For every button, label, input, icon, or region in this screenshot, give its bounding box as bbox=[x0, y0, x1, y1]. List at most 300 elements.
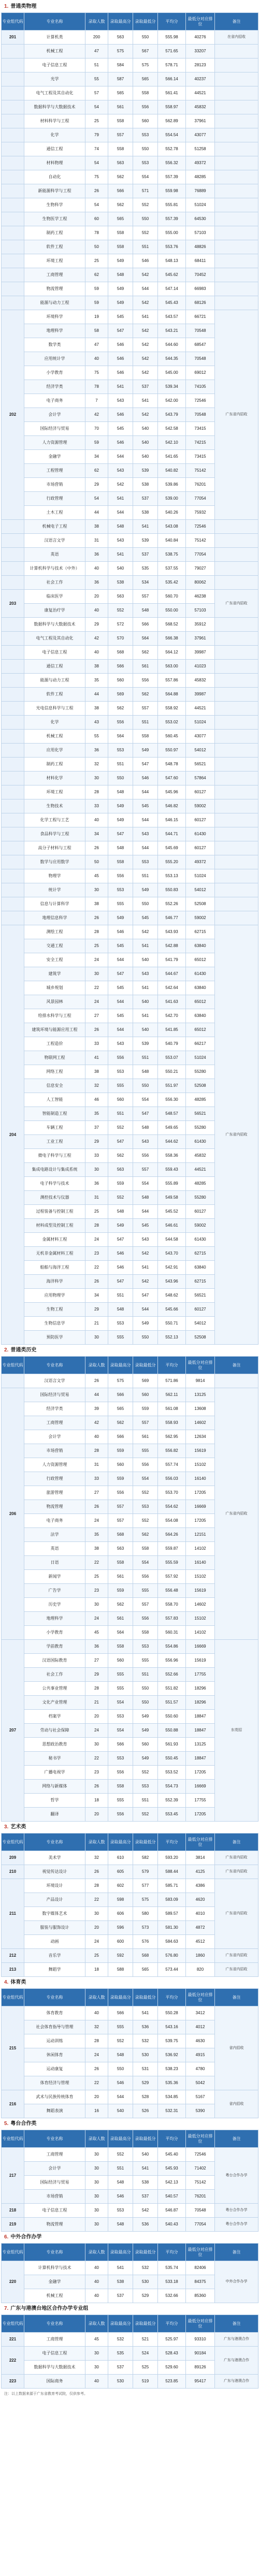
max-score: 543 bbox=[108, 464, 133, 478]
major-name: 通信工程 bbox=[24, 142, 85, 156]
major-name: 音乐学 bbox=[24, 1949, 85, 1963]
max-score: 551 bbox=[108, 2162, 133, 2176]
remark bbox=[215, 212, 258, 226]
major-name: 城乡规划 bbox=[24, 981, 85, 995]
column-header-major: 专业名称 bbox=[24, 2130, 85, 2148]
column-header-min-rank: 最低分对应排位 bbox=[186, 2244, 215, 2261]
remark bbox=[215, 59, 258, 72]
group-code bbox=[2, 562, 24, 576]
remark bbox=[215, 254, 258, 268]
max-score: 575 bbox=[108, 1374, 133, 1388]
min-rank: 52508 bbox=[186, 1331, 215, 1345]
group-code bbox=[2, 548, 24, 562]
section-title bbox=[0, 2118, 259, 2130]
major-name: 机械电子工程 bbox=[24, 520, 85, 534]
max-score: 543 bbox=[108, 534, 133, 548]
avg-score: 553.52 bbox=[158, 1766, 186, 1780]
major-name: 机械工程 bbox=[24, 45, 85, 59]
major-name: 工商管理 bbox=[24, 268, 85, 282]
section-label: 艺术类 bbox=[10, 1824, 26, 1830]
min-rank: 48285 bbox=[186, 1177, 215, 1191]
min-rank: 52508 bbox=[186, 897, 215, 911]
min-score: 571 bbox=[133, 184, 158, 198]
avg-score: 578.71 bbox=[158, 59, 186, 72]
column-header-min-rank: 最低分对应排位 bbox=[186, 13, 215, 31]
major-name: 新能源科学与工程 bbox=[24, 184, 85, 198]
min-score: 580 bbox=[133, 1907, 158, 1921]
remark: 东莞招 bbox=[215, 1640, 258, 1822]
table-row bbox=[2, 534, 258, 548]
min-rank: 75932 bbox=[186, 506, 215, 520]
major-name: 安全工程 bbox=[24, 953, 85, 967]
avg-score: 539.86 bbox=[158, 478, 186, 492]
min-rank: 57103 bbox=[186, 226, 215, 240]
max-score: 564 bbox=[108, 730, 133, 744]
group-code bbox=[2, 813, 24, 827]
major-name: 食品科学与工程 bbox=[24, 827, 85, 841]
enrolled-count: 29 bbox=[85, 1303, 108, 1317]
remark bbox=[215, 660, 258, 674]
section-number: 4. bbox=[4, 1980, 9, 1986]
min-score: 540 bbox=[133, 422, 158, 436]
enrolled-count: 38 bbox=[85, 702, 108, 716]
avg-score: 539.75 bbox=[158, 2034, 186, 2048]
min-score: 539 bbox=[133, 464, 158, 478]
min-rank: 55280 bbox=[186, 1121, 215, 1135]
min-rank: 14602 bbox=[186, 1598, 215, 1612]
max-score: 553 bbox=[108, 744, 133, 758]
max-score: 542 bbox=[108, 478, 133, 492]
min-score: 542 bbox=[133, 925, 158, 939]
enrolled-count: 51 bbox=[85, 59, 108, 72]
max-score: 540 bbox=[108, 562, 133, 576]
group-code bbox=[2, 184, 24, 198]
min-rank: 51024 bbox=[186, 1051, 215, 1065]
min-rank: 85360 bbox=[186, 2289, 215, 2303]
min-score: 545 bbox=[133, 1219, 158, 1233]
min-rank: 46238 bbox=[186, 590, 215, 604]
major-name: 文化产业管理 bbox=[24, 1696, 85, 1710]
min-score: 542 bbox=[133, 1275, 158, 1289]
remark bbox=[215, 702, 258, 716]
min-rank: 77054 bbox=[186, 548, 215, 562]
major-name: 环境设计 bbox=[24, 1879, 85, 1893]
min-score: 541 bbox=[133, 1261, 158, 1275]
avg-score: 556.32 bbox=[158, 156, 186, 170]
avg-score: 541.63 bbox=[158, 995, 186, 1009]
min-rank: 35912 bbox=[186, 618, 215, 632]
min-rank: 72546 bbox=[186, 520, 215, 534]
avg-score: 543.21 bbox=[158, 324, 186, 338]
enrolled-count: 32 bbox=[85, 1079, 108, 1093]
min-score: 555 bbox=[133, 1654, 158, 1668]
enrolled-count: 38 bbox=[85, 1542, 108, 1556]
major-name: 环境工程 bbox=[24, 254, 85, 268]
min-rank: 14102 bbox=[186, 1626, 215, 1640]
max-score: 532 bbox=[108, 2333, 133, 2347]
remark bbox=[215, 883, 258, 897]
max-score: 563 bbox=[108, 31, 133, 45]
max-score: 561 bbox=[108, 1612, 133, 1626]
major-name: 无机非金属材料工程 bbox=[24, 1247, 85, 1261]
avg-score: 553.70 bbox=[158, 1486, 186, 1500]
avg-score: 554.73 bbox=[158, 1780, 186, 1794]
major-name: 通信工程 bbox=[24, 660, 85, 674]
major-name: 生物科学 bbox=[24, 198, 85, 212]
enrolled-count: 24 bbox=[85, 1724, 108, 1738]
section-number: 3. bbox=[4, 1824, 9, 1830]
column-header-plan: 录取人数 bbox=[85, 2244, 108, 2261]
major-name: 武术与民族传统体育 bbox=[24, 2090, 85, 2104]
remark: 在省内招收 bbox=[215, 31, 258, 45]
max-score: 566 bbox=[108, 1388, 133, 1402]
table-row bbox=[2, 1963, 258, 1977]
min-score: 541 bbox=[133, 394, 158, 408]
min-rank: 69012 bbox=[186, 366, 215, 380]
table-row bbox=[2, 674, 258, 688]
max-score: 564 bbox=[108, 1626, 133, 1640]
min-score: 546 bbox=[133, 772, 158, 785]
column-header-plan: 录取人数 bbox=[85, 2130, 108, 2148]
min-score: 536 bbox=[133, 2218, 158, 2232]
min-rank: 51024 bbox=[186, 716, 215, 730]
major-name: 网络工程 bbox=[24, 1065, 85, 1079]
major-name: 工商管理 bbox=[24, 2333, 85, 2347]
remark: 粤台合作办学 bbox=[215, 2148, 258, 2204]
column-header-plan: 录取人数 bbox=[85, 2315, 108, 2333]
min-score: 562 bbox=[133, 646, 158, 660]
table-row bbox=[2, 142, 258, 156]
major-name: 工程造价 bbox=[24, 1037, 85, 1051]
avg-score: 543.70 bbox=[158, 1247, 186, 1261]
min-score: 550 bbox=[133, 897, 158, 911]
max-score: 559 bbox=[108, 1444, 133, 1458]
max-score: 565 bbox=[108, 86, 133, 100]
major-name: 汉语国际教育 bbox=[24, 1654, 85, 1668]
min-score: 548 bbox=[133, 1191, 158, 1205]
min-rank: 74215 bbox=[186, 436, 215, 450]
avg-score: 566.38 bbox=[158, 632, 186, 646]
max-score: 568 bbox=[108, 1528, 133, 1542]
max-score: 555 bbox=[108, 1331, 133, 1345]
min-score: 542 bbox=[133, 324, 158, 338]
enrolled-count: 24 bbox=[85, 2048, 108, 2062]
max-score: 551 bbox=[108, 758, 133, 772]
major-name: 网络与新媒体 bbox=[24, 1780, 85, 1794]
min-score: 552 bbox=[133, 1766, 158, 1780]
min-score: 547 bbox=[133, 758, 158, 772]
max-score: 560 bbox=[108, 1093, 133, 1107]
major-name: 人工智能 bbox=[24, 1093, 85, 1107]
avg-score: 542.70 bbox=[158, 1009, 186, 1023]
avg-score: 541.79 bbox=[158, 953, 186, 967]
max-score: 552 bbox=[108, 604, 133, 618]
avg-score: 557.92 bbox=[158, 1570, 186, 1584]
max-score: 563 bbox=[108, 1163, 133, 1177]
avg-score: 552.78 bbox=[158, 142, 186, 156]
avg-score: 545.69 bbox=[158, 841, 186, 855]
column-header-min-rank: 最低分对应排位 bbox=[186, 2130, 215, 2148]
min-rank: 72546 bbox=[186, 2148, 215, 2162]
min-score: 548 bbox=[133, 1121, 158, 1135]
group-code: 217 bbox=[2, 2148, 24, 2204]
group-code: 207 bbox=[2, 1640, 24, 1822]
avg-score: 550.97 bbox=[158, 744, 186, 758]
max-score: 587 bbox=[108, 72, 133, 86]
avg-score: 556.82 bbox=[158, 1444, 186, 1458]
table-row bbox=[2, 198, 258, 212]
max-score: 557 bbox=[108, 128, 133, 142]
major-name: 工商管理 bbox=[24, 2148, 85, 2162]
min-score: 542 bbox=[133, 268, 158, 282]
min-score: 537 bbox=[133, 2190, 158, 2204]
max-score: 565 bbox=[108, 212, 133, 226]
min-rank: 17755 bbox=[186, 1668, 215, 1682]
enrolled-count: 26 bbox=[85, 1374, 108, 1388]
min-score: 556 bbox=[133, 100, 158, 114]
column-header-max: 录取最高分 bbox=[108, 2130, 133, 2148]
min-rank: 90184 bbox=[186, 2347, 215, 2361]
avg-score: 529.60 bbox=[158, 2361, 186, 2375]
min-score: 553 bbox=[133, 1500, 158, 1514]
min-score: 557 bbox=[133, 1163, 158, 1177]
max-score: 547 bbox=[108, 1233, 133, 1247]
min-score: 554 bbox=[133, 1556, 158, 1570]
remark bbox=[215, 45, 258, 59]
avg-score: 536.92 bbox=[158, 2048, 186, 2062]
avg-score: 542.58 bbox=[158, 422, 186, 436]
max-score: 556 bbox=[108, 716, 133, 730]
min-score: 542 bbox=[133, 408, 158, 422]
enrolled-count: 55 bbox=[85, 730, 108, 744]
avg-score: 558.93 bbox=[158, 1416, 186, 1430]
major-name: 舞蹈表演 bbox=[24, 2104, 85, 2118]
min-rank: 43077 bbox=[186, 730, 215, 744]
table-row bbox=[2, 128, 258, 142]
major-name: 物流管理 bbox=[24, 1500, 85, 1514]
major-name: 市场营销 bbox=[24, 478, 85, 492]
min-score: 561 bbox=[133, 660, 158, 674]
max-score: 572 bbox=[108, 618, 133, 632]
remark bbox=[215, 170, 258, 184]
min-rank: 73415 bbox=[186, 422, 215, 436]
major-name: 自动化 bbox=[24, 170, 85, 184]
column-header-note: 备注 bbox=[215, 1357, 258, 1374]
table-row bbox=[2, 2261, 258, 2275]
major-name: 集成电路设计与集成系统 bbox=[24, 1163, 85, 1177]
column-header-group-code: 专业组代码 bbox=[2, 1833, 24, 1851]
enrolled-count: 45 bbox=[85, 869, 108, 883]
remark bbox=[215, 716, 258, 730]
group-code bbox=[2, 646, 24, 660]
group-code: 210 bbox=[2, 1865, 24, 1879]
min-score: 566 bbox=[133, 618, 158, 632]
max-score: 555 bbox=[108, 1668, 133, 1682]
max-score: 535 bbox=[108, 2347, 133, 2361]
min-score: 567 bbox=[133, 45, 158, 59]
major-name: 动画 bbox=[24, 1935, 85, 1949]
min-rank: 12151 bbox=[186, 1528, 215, 1542]
min-score: 550 bbox=[133, 31, 158, 45]
min-rank: 18847 bbox=[186, 1752, 215, 1766]
remark bbox=[215, 268, 258, 282]
column-header-note: 备注 bbox=[215, 2130, 258, 2148]
remark: 粤台合作办学 bbox=[215, 2204, 258, 2218]
min-rank: 45832 bbox=[186, 100, 215, 114]
major-name: 运动康复 bbox=[24, 2062, 85, 2076]
remark bbox=[215, 128, 258, 142]
major-name: 日语 bbox=[24, 1556, 85, 1570]
min-rank: 70452 bbox=[186, 268, 215, 282]
max-score: 555 bbox=[108, 2020, 133, 2034]
max-score: 562 bbox=[108, 1416, 133, 1430]
table-row bbox=[2, 799, 258, 813]
remark bbox=[215, 240, 258, 254]
major-name: 物理学 bbox=[24, 869, 85, 883]
major-name: 国际商务 bbox=[24, 2375, 85, 2389]
max-score: 548 bbox=[108, 2176, 133, 2190]
min-score: 537 bbox=[133, 380, 158, 394]
major-name: 应用物理学 bbox=[24, 1289, 85, 1303]
table-row bbox=[2, 688, 258, 702]
max-score: 566 bbox=[108, 2006, 133, 2020]
enrolled-count: 47 bbox=[85, 338, 108, 352]
max-score: 566 bbox=[108, 1430, 133, 1444]
section-label: 体育类 bbox=[10, 1980, 26, 1986]
enrolled-count: 50 bbox=[85, 240, 108, 254]
max-score: 560 bbox=[108, 1654, 133, 1668]
major-name: 化学 bbox=[24, 128, 85, 142]
avg-score: 548.13 bbox=[158, 254, 186, 268]
enrolled-count: 40 bbox=[85, 2261, 108, 2275]
admission-table bbox=[1, 2243, 258, 2303]
remark bbox=[215, 772, 258, 785]
max-score: 538 bbox=[108, 2275, 133, 2289]
avg-score: 556.48 bbox=[158, 1584, 186, 1598]
enrolled-count: 24 bbox=[85, 1514, 108, 1528]
avg-score: 547.14 bbox=[158, 282, 186, 296]
column-header-group-code: 专业组代码 bbox=[2, 2130, 24, 2148]
min-rank: 51258 bbox=[186, 142, 215, 156]
enrolled-count: 33 bbox=[85, 1037, 108, 1051]
avg-score: 548.62 bbox=[158, 1289, 186, 1303]
major-name: 经济学类 bbox=[24, 380, 85, 394]
major-name: 生物技术 bbox=[24, 799, 85, 813]
table-row bbox=[2, 576, 258, 590]
min-rank: 68547 bbox=[186, 338, 215, 352]
max-score: 562 bbox=[108, 702, 133, 716]
max-score: 541 bbox=[108, 492, 133, 506]
enrolled-count: 30 bbox=[85, 2190, 108, 2204]
table-row bbox=[2, 254, 258, 268]
group-code: 223 bbox=[2, 2375, 24, 2389]
major-name: 电子信息工程 bbox=[24, 59, 85, 72]
avg-score: 564.26 bbox=[158, 1528, 186, 1542]
max-score: 548 bbox=[108, 1205, 133, 1219]
avg-score: 546.87 bbox=[158, 2204, 186, 2218]
min-score: 549 bbox=[133, 1752, 158, 1766]
major-name: 风景园林 bbox=[24, 995, 85, 1009]
major-name: 临床医学 bbox=[24, 590, 85, 604]
group-code bbox=[2, 799, 24, 813]
min-rank: 75142 bbox=[186, 534, 215, 548]
enrolled-count: 33 bbox=[85, 1149, 108, 1163]
table-row bbox=[2, 646, 258, 660]
min-score: 545 bbox=[133, 911, 158, 925]
enrolled-count: 29 bbox=[85, 1668, 108, 1682]
major-name: 金属材料工程 bbox=[24, 1233, 85, 1247]
group-code bbox=[2, 254, 24, 268]
min-score: 544 bbox=[133, 1205, 158, 1219]
max-score: 553 bbox=[108, 1317, 133, 1331]
table-row bbox=[2, 1374, 258, 1388]
table-row bbox=[2, 548, 258, 562]
max-score: 552 bbox=[108, 2034, 133, 2048]
column-header-group-code: 专业组代码 bbox=[2, 1989, 24, 2006]
max-score: 592 bbox=[108, 1949, 133, 1963]
major-name: 光电信息科学与工程 bbox=[24, 702, 85, 716]
remark bbox=[215, 576, 258, 590]
remark bbox=[215, 100, 258, 114]
max-score: 559 bbox=[108, 1584, 133, 1598]
avg-score: 532.31 bbox=[158, 2104, 186, 2118]
remark: 省内招收 bbox=[215, 2006, 258, 2090]
table-row bbox=[2, 897, 258, 911]
max-score: 546 bbox=[108, 366, 133, 380]
major-name: 数学与应用数学 bbox=[24, 855, 85, 869]
max-score: 544 bbox=[108, 1023, 133, 1037]
major-name: 电子信息工程 bbox=[24, 2347, 85, 2361]
major-name: 思想政治教育 bbox=[24, 1738, 85, 1752]
max-score: 549 bbox=[108, 296, 133, 310]
min-score: 553 bbox=[133, 1780, 158, 1794]
group-code bbox=[2, 86, 24, 100]
min-rank: 16669 bbox=[186, 1500, 215, 1514]
enrolled-count: 39 bbox=[85, 1402, 108, 1416]
remark bbox=[215, 534, 258, 548]
enrolled-count: 31 bbox=[85, 534, 108, 548]
remark bbox=[215, 184, 258, 198]
section-title bbox=[0, 2303, 259, 2315]
table-row bbox=[2, 226, 258, 240]
table-row bbox=[2, 296, 258, 310]
group-code: 220 bbox=[2, 2261, 24, 2303]
enrolled-count: 16 bbox=[85, 2104, 108, 2118]
max-score: 537 bbox=[108, 2289, 133, 2303]
min-score: 547 bbox=[133, 1107, 158, 1121]
enrolled-count: 46 bbox=[85, 1093, 108, 1107]
group-code bbox=[2, 142, 24, 156]
min-score: 558 bbox=[133, 1626, 158, 1640]
enrolled-count: 59 bbox=[85, 436, 108, 450]
group-code bbox=[2, 869, 24, 883]
group-code bbox=[2, 534, 24, 548]
min-score: 557 bbox=[133, 1598, 158, 1612]
avg-score: 554.62 bbox=[158, 1500, 186, 1514]
min-rank: 77054 bbox=[186, 2218, 215, 2232]
major-name: 汉语言文学 bbox=[24, 1374, 85, 1388]
table-row bbox=[2, 590, 258, 604]
table-row bbox=[2, 562, 258, 576]
enrolled-count: 40 bbox=[85, 1430, 108, 1444]
enrolled-count: 30 bbox=[85, 772, 108, 785]
major-name: 翻译 bbox=[24, 1808, 85, 1822]
min-score: 519 bbox=[133, 2375, 158, 2389]
major-name: 舞蹈学 bbox=[24, 1963, 85, 1977]
enrolled-count: 29 bbox=[85, 1135, 108, 1149]
section-number: 2. bbox=[4, 1347, 9, 1354]
avg-score: 561.93 bbox=[158, 1738, 186, 1752]
